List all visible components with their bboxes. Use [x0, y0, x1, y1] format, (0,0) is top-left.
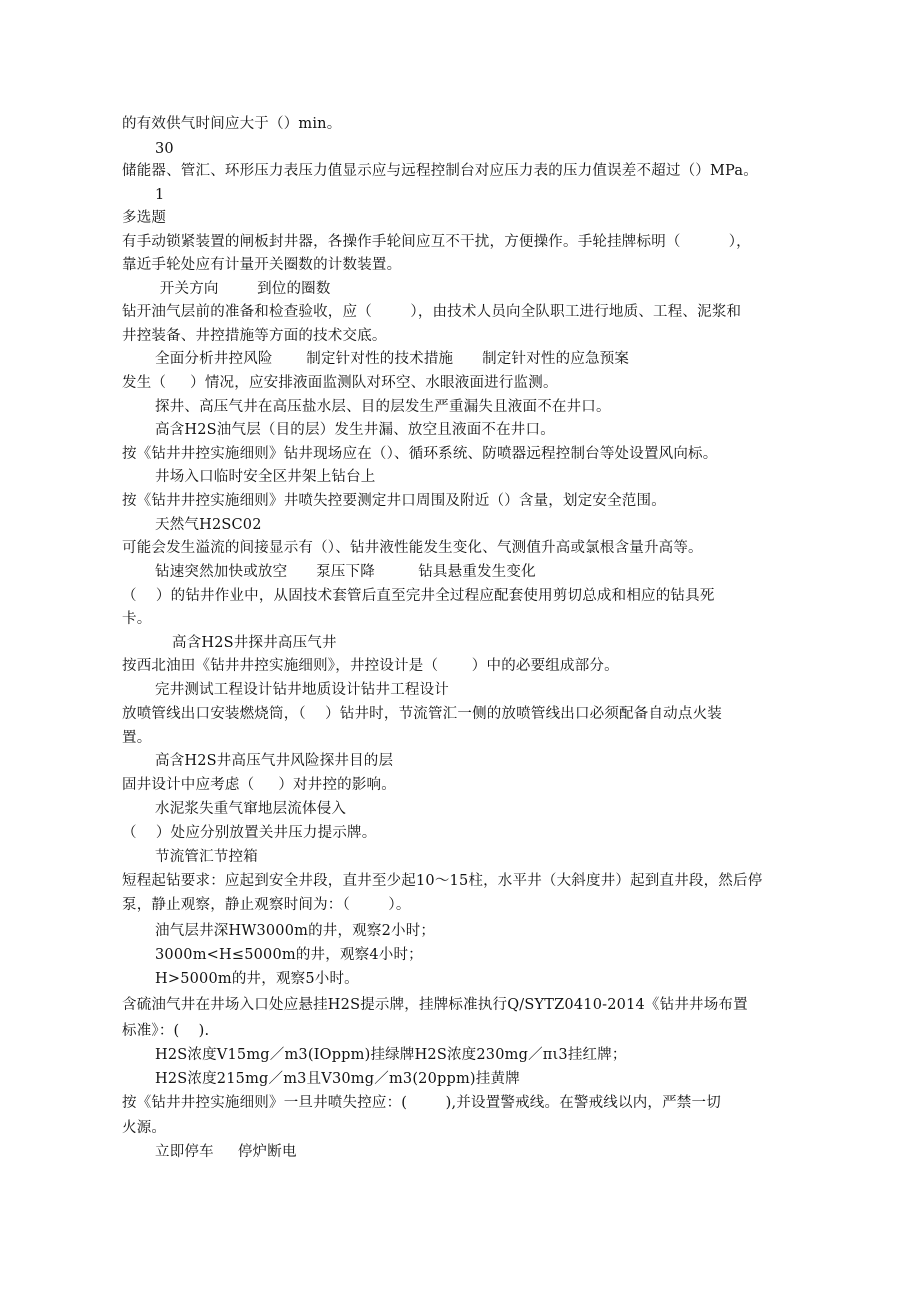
text-line: H2S浓度V15mg／m3(IOppm)挂绿牌H2S浓度230mg／πι3挂红牌；	[155, 1047, 627, 1063]
text-line: 钻速突然加快或放空 泵压下降 钻具悬重发生变化	[155, 564, 536, 580]
text-line: 放喷管线出口安装燃烧筒，（ ）钻井时，节流管汇一侧的放喷管线出口必须配备自动点火装	[122, 706, 722, 722]
text-line: 储能器、管汇、环形压力表压力值显示应与远程控制台对应压力表的压力值误差不超过（）MPa。	[122, 163, 758, 179]
text-line: 井控装备、井控措施等方面的技术交底。	[122, 328, 387, 344]
text-line: 立即停车 停炉断电	[155, 1144, 297, 1160]
text-line: 火源。	[122, 1120, 167, 1136]
text-line: 靠近手轮处应有计量开关圈数的计数装置。	[122, 257, 402, 273]
text-line: 多选题	[122, 210, 167, 226]
text-line: 高含H2S油气层（目的层）发生井漏、放空且液面不在井口。	[155, 422, 555, 438]
text-line: 含硫油气井在井场入口处应悬挂H2S提示牌，挂牌标准执行Q/SYTZ0410-2014《钻井井场布置	[122, 997, 748, 1013]
text-line: 开关方向 到位的圈数	[155, 281, 331, 297]
text-line: 固井设计中应考虑（ ）对井控的影响。	[122, 777, 396, 793]
text-line: 井场入口临时安全区井架上钻台上	[155, 469, 376, 485]
text-line: 按《钻井井控实施细则》钻井现场应在（）、循环系统、防喷器远程控制台等处设置风向标。	[122, 446, 718, 462]
text-line: 天然气H2SC02	[155, 517, 262, 533]
text-line: 水泥浆失重气窜地层流体侵入	[155, 801, 347, 817]
text-line: 泵，静止观察，静止观察时间为：（ ）。	[122, 897, 411, 913]
text-line: （ ）处应分别放置关井压力提示牌。	[122, 825, 377, 841]
text-line: H2S浓度215mg／m3且V30mg／m3(20ppm)挂黄牌	[155, 1071, 520, 1087]
text-line: 置。	[122, 730, 152, 746]
text-line: 全面分析井控风险 制定针对性的技术措施 制定针对性的应急预案	[155, 351, 630, 367]
text-line: 3000m<H≤5000m的井，观察4小时；	[155, 947, 423, 963]
text-line: 高含H2S井高压气井风险探井目的层	[155, 753, 394, 769]
text-line: 可能会发生溢流的间接显示有（）、钻井液性能发生变化、气测值升高或氯根含量升高等。	[122, 540, 703, 556]
text-line: 30	[155, 141, 174, 157]
text-line: 短程起钻要求：应起到安全井段，直井至少起10～15柱，水平井（大斜度井）起到直井段，然后停	[122, 873, 763, 889]
text-line: 有手动锁紧装置的闸板封井器，各操作手轮间应互不干扰，方便操作。手轮挂牌标明（ ），	[122, 234, 751, 250]
text-line: （ ）的钻井作业中，从固技术套管后直至完井全过程应配套使用剪切总成和相应的钻具死	[122, 588, 715, 604]
text-line: 标准》：( ).	[122, 1023, 210, 1039]
text-line: 完井测试工程设计钻井地质设计钻井工程设计	[155, 682, 449, 698]
text-line: 钻开油气层前的准备和检查验收，应（ ），由技术人员向全队职工进行地质、工程、泥浆和	[122, 304, 742, 320]
text-line: 1	[155, 187, 165, 203]
text-line: 高含H2S井探井高压气井	[172, 635, 337, 651]
text-line: 节流管汇节控箱	[155, 849, 258, 865]
text-line: 卡。	[122, 611, 152, 627]
text-line: 按西北油田《钻井井控实施细则》，井控设计是（ ）中的必要组成部分。	[122, 658, 619, 674]
text-line: 探井、高压气井在高压盐水层、目的层发生严重漏失且液面不在井口。	[155, 399, 611, 415]
text-line: 发生（ ）情况，应安排液面监测队对环空、水眼液面进行监测。	[122, 375, 558, 391]
text-line: 的有效供气时间应大于（）min。	[122, 116, 342, 132]
text-line: H>5000m的井，观察5小时。	[155, 971, 359, 987]
text-line: 油气层井深HW3000m的井，观察2小时；	[155, 923, 436, 939]
text-line: 按《钻井井控实施细则》井喷失控要测定井口周围及附近（）含量，划定安全范围。	[122, 493, 666, 509]
text-line: 按《钻井井控实施细则》一旦井喷失控应：( ),并设置警戒线。在警戒线以内，严禁一切	[122, 1095, 721, 1111]
